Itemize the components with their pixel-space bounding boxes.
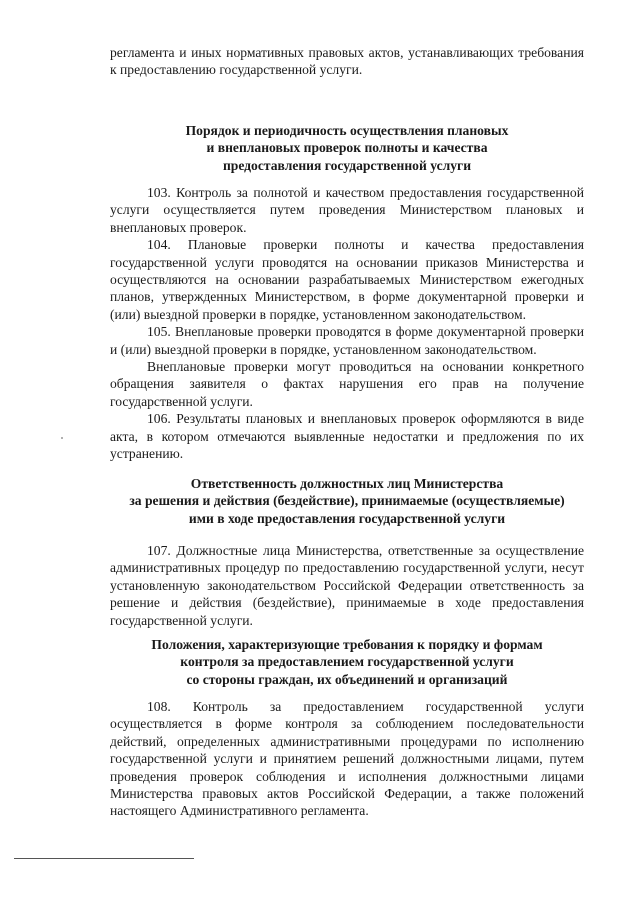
section-heading-inspections [100,122,594,174]
heading-line: предоставления государственной услуги [222,157,472,173]
heading-line: со стороны граждан, их объединений и организаций [186,671,508,687]
scan-speck [61,437,63,439]
heading-line: за решения и действия (бездействие), принимаемые (осуществляемые) [129,493,565,509]
heading-line: Порядок и периодичность осуществления плановых [185,123,509,138]
paragraph-103: 103. Контроль за полнотой и качеством предоставления государственной услуги осуществляется путем проведения Министерством плановых и внеплановых проверок. [110,185,584,235]
heading-line: Ответственность должностных лиц Министерства [190,476,504,491]
heading-line: и внеплановых проверок полноты и качества [206,140,488,156]
intro-text-block [110,44,584,79]
intro-paragraph: регламента и иных нормативных правовых актов, устанавливающих требования к предоставлению государственной услуги. [110,45,584,78]
paragraph-106: 106. Результаты плановых и внеплановых проверок оформляются в виде акта, в котором отмечаются выявленные недостатки и предложения по их устранению. [110,411,584,462]
paragraph-104: 104. Плановые проверки полноты и качества предоставления государственной услуги проводятся на основании приказов Министерства и осуществляются на основании разрабатываемых Министерством ежегодных планов, утвержденных Министерством, в форме документарной проверки и (или) выездной проверки в порядке, установленном законодательством. [110,237,584,322]
footer-rule [14,858,194,859]
section-body-public-control [110,698,584,820]
paragraph-107: 107. Должностные лица Министерства, ответственные за осуществление административных процедур по предоставлению государственной услуги, несут установленную законодательством Российской Федерации ответственность за решение и действия (бездействие), принимаемые в ходе предоставления государственной услуги. [110,543,584,628]
paragraph-unscheduled: Внеплановые проверки могут проводиться на основании конкретного обращения заявителя о фактах нарушения его прав на получение государственной услуги. [110,359,584,409]
section-heading-public-control [100,636,594,688]
section-body-inspections [110,184,584,463]
paragraph-108: 108. Контроль за предоставлением государственной услуги осуществляется в форме контроля за соблюдением последовательности действий, определенных административными процедурами по исполнению государственной услуги и принятием решений должностными лицами, путем проведения проверок соблюдения и исполнения должностными лицами Министерства правовых актов Российской Федерации, а также положений настоящего Административного регламента. [110,699,584,819]
section-body-responsibility [110,542,584,629]
paragraph-105: 105. Внеплановые проверки проводятся в форме документарной проверки и (или) выездной проверки в порядке, установленном законодательством. [110,324,584,357]
heading-line: Положения, характеризующие требования к порядку и формам [151,637,543,652]
section-heading-responsibility [100,475,594,527]
heading-line: ими в ходе предоставления государственной услуги [188,510,506,526]
heading-line: контроля за предоставлением государственной услуги [180,654,514,670]
